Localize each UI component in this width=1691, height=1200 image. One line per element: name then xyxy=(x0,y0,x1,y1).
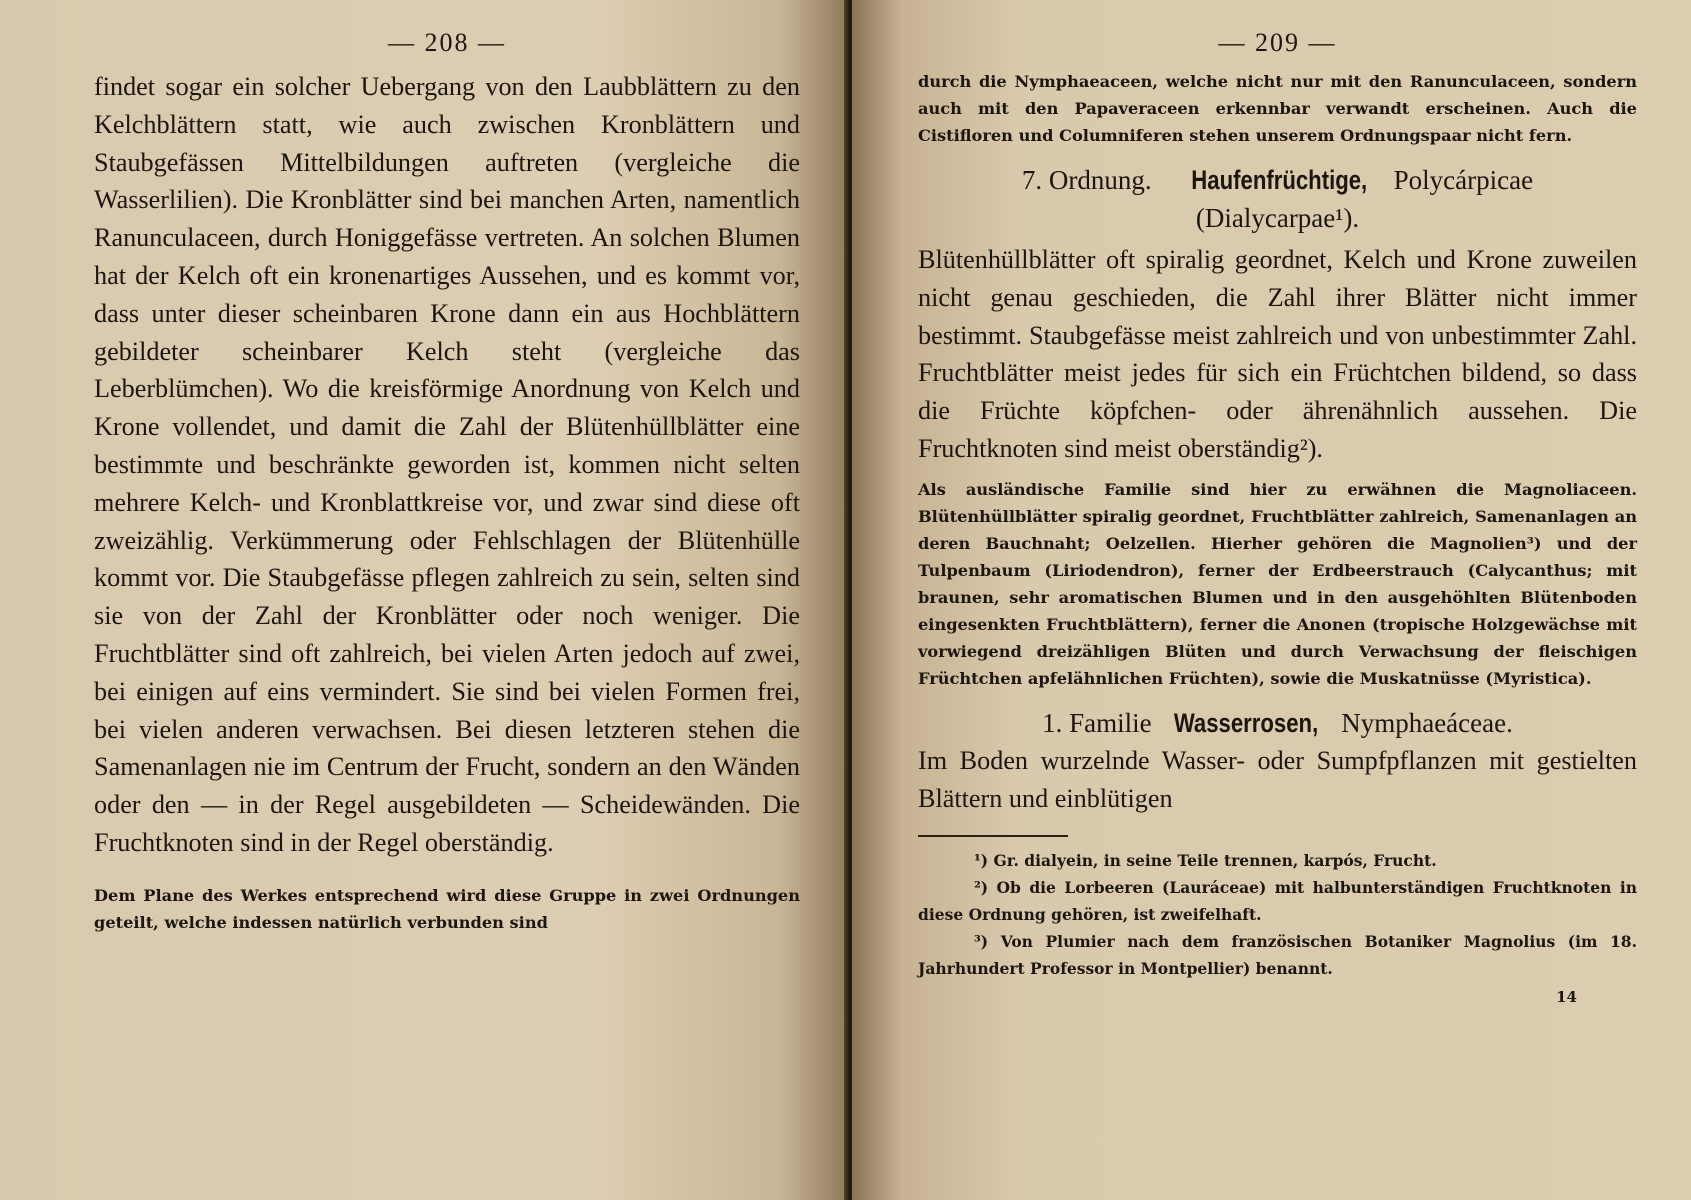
left-small-text: Dem Plane des Werkes entsprechend wird diese Gruppe in zwei Ordnungen geteilt, welche indessen natürlich verbunden sind xyxy=(94,885,800,932)
left-body-text: findet sogar ein solcher Uebergang von den Laubblättern zu den Kelchblättern statt, wie auch zwischen Kronblättern und Staubgefässen Mittelbildungen auftreten (vergleiche die Wasserlilien). Die Kronblätter sind bei manchen Arten, namentlich Ranunculaceen, durch Honiggefässe vertreten. An solchen Blumen hat der Kelch oft ein kronenartiges Aussehen, und es kommt vor, dass unter dieser scheinbaren Krone dann ein aus Hochblättern gebildeter scheinbarer Kelch steht (vergleiche das Leberblümchen). Wo die kreisförmige Anordnung von Kelch und Krone vollendet, und damit die Zahl der Blütenhüllblätter eine bestimmte und beschränkte geworden ist, kommen nicht selten mehrere Kelch- und Kronblattkreise vor, und zwar sind diese oft zweizählig. Verkümmerung oder Fehlschlagen der Blütenhülle kommt vor. Die Staubgefässe pflegen zahlreich zu sein, selten sind sie von der Zahl der Kronblätter oder noch weniger. Die Fruchtblätter sind oft zahlreich, bei vielen Arten jedoch auf zwei, bei einigen auf eins vermindert. Sie sind bei vielen Formen frei, bei vielen anderen verwachsen. Bei diesen letzteren stehen die Samenanlagen nie im Centrum der Frucht, sondern an den Wänden oder den — in der Regel ausgebildeten — Scheidewänden. Die Fruchtknoten sind in der Regel oberständig. xyxy=(94,72,800,857)
order-rank: 7. Ordnung. xyxy=(1021,165,1152,195)
family-body-text: Im Boden wurzelnde Wasser- oder Sumpfpflanzen mit gestielten Blättern und einblütigen xyxy=(918,745,1637,813)
family-heading xyxy=(918,704,1637,742)
right-page xyxy=(852,0,1691,1200)
order-alt-name: (Dialycarpae¹). xyxy=(1195,203,1360,233)
page-number-right: — 209 — xyxy=(1218,28,1337,57)
family-name: Wasserrosen, xyxy=(1174,707,1319,738)
right-intro-text: durch die Nymphaeaceen, welche nicht nur mit den Ranunculaceen, sondern auch mit den Papaveraceen erkennbar verwandt erscheinen. Auch die Cistifloren und Columniferen stehen unserem Ordnungspaar nicht fern. xyxy=(918,72,1637,145)
order-heading xyxy=(918,161,1637,237)
right-body-text: Blütenhüllblätter oft spiralig geordnet, Kelch und Krone zuweilen nicht genau geschieden, die Zahl ihrer Blätter nicht immer bestimmt. Staubgefässe meist zahlreich und von unbestimmter Zahl. Fruchtblätter meist jedes für sich ein Früchtchen bildend, so dass die Früchte köpfchen- oder ährenähnlich aussehen. Die Fruchtknoten sind meist oberständig²). xyxy=(918,245,1637,463)
order-latin: Polycárpicae xyxy=(1393,165,1534,195)
right-small-text: Als ausländische Familie sind hier zu erwähnen die Magnoliaceen. Blütenhüllblätter spiralig geordnet, Fruchtblätter zahlreich, Samenanlagen an deren Bauchnaht; Oelzellen. Hierher gehören die Magnolien³) und der Tulpenbaum (Liriodendron), ferner der Erdbeerstrauch (Calycanthus; mit braunen, sehr aromatischen Blumen und in den ausgehöhlten Blütenboden eingesenkten Fruchtblättern), ferner die Anonen (tropische Holzgewächse mit vorwiegend dreizähligen Blüten und durch Verwachsung der fleischigen Früchtchen apfelähnlichen Früchten), sowie die Muskatnüsse (Myristica). xyxy=(918,479,1637,688)
page-number-left: — 208 — xyxy=(388,28,506,57)
signature-mark: 14 xyxy=(1556,988,1577,1007)
footnote-2: ²) Ob die Lorbeeren (Lauráceae) mit halbunterständigen Fruchtknoten in diese Ordnung gehören, ist zweifelhaft. xyxy=(918,878,1637,925)
footnote-1: ¹) Gr. dialyein, in seine Teile trennen, karpós, Frucht. xyxy=(974,851,1437,871)
footnote-rule xyxy=(918,835,1068,837)
footnotes xyxy=(918,835,1637,982)
family-rank: 1. Familie xyxy=(1042,707,1152,738)
footnote-3: ³) Von Plumier nach dem französischen Botaniker Magnolius (im 18. Jahrhundert Professor in Montpellier) benannt. xyxy=(918,932,1637,979)
order-name: Haufenfrüchtige, xyxy=(1191,165,1368,195)
family-latin: Nymphaeáceae. xyxy=(1341,707,1513,738)
